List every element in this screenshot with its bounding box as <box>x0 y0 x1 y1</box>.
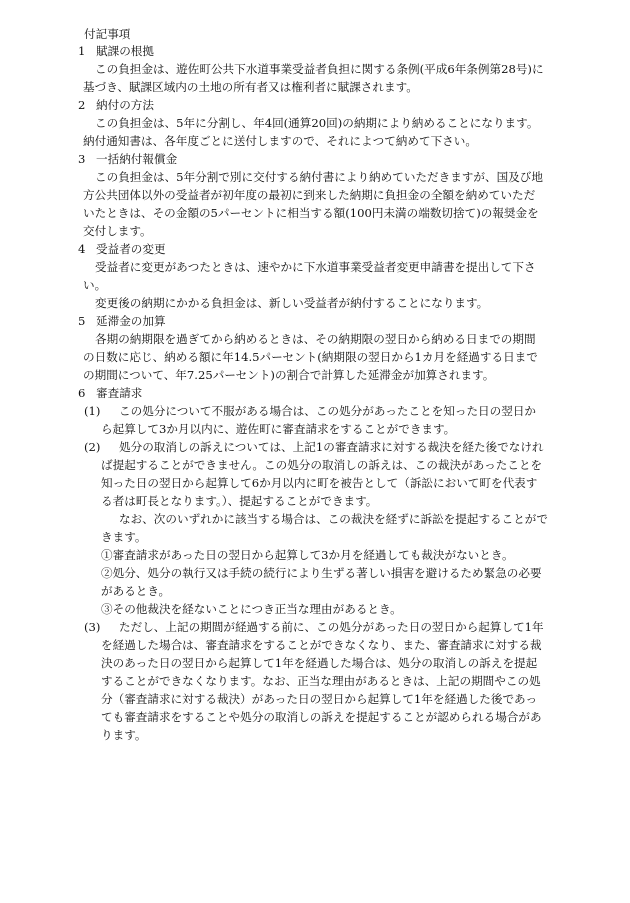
item-line: ら起算して3か月以内に、遊佐町に審査請求をすることができます。 <box>101 422 456 436</box>
item-line: 決のあった日の翌日から起算して1年を経過した場合は、処分の取消しの訴えを提起 <box>101 656 538 670</box>
paragraph-line: この負担金は、5年に分割し、年4回(通算20回)の納期により納めることになります。 <box>95 116 539 130</box>
item-line: る者は町長となります。）、提起することができます。 <box>101 494 378 508</box>
paragraph-line: 各期の納期限を過ぎてから納めるときは、その納期限の翌日から納める日までの期間 <box>95 332 536 346</box>
section-number: 5 <box>78 314 86 328</box>
item-line: ②処分、処分の執行又は手続の続行により生ずる著しい損害を避けるため緊急の必要 <box>101 566 542 580</box>
item-label: (3) <box>84 620 101 634</box>
item-line: があるとき。 <box>101 584 171 598</box>
section-number: 6 <box>78 386 86 400</box>
item-line: この処分について不服がある場合は、この処分があったことを知った日の翌日か <box>119 404 537 418</box>
paragraph-line: この負担金は、遊佐町公共下水道事業受益者負担に関する条例(平成6年条例第28号)に <box>95 62 544 76</box>
section-title: 一括納付報償金 <box>96 152 178 166</box>
item-label: (2) <box>84 440 101 454</box>
section-title: 審査請求 <box>96 386 143 400</box>
section-number: 2 <box>78 98 86 112</box>
paragraph-line: 基づき、賦課区域内の土地の所有者又は権利者に賦課されます。 <box>83 80 418 94</box>
paragraph-line: の日数に応じ、納める額に年14.5パーセント(納期限の翌日から1カ月を経過する日まで <box>83 350 538 364</box>
paragraph-line: の期間について、年7.25パーセント)の割合で計算した延滞金が加算されます。 <box>83 368 495 382</box>
paragraph-line: 方公共団体以外の受益者が初年度の最初に到来した納期に負担金の全額を納めていただ <box>83 188 536 202</box>
section-number: 1 <box>78 44 86 58</box>
item-line: 知った日の翌日から起算して6か月以内に町を被告として（訴訟において町を代表す <box>101 476 538 490</box>
section-number: 4 <box>78 242 86 256</box>
paragraph-line: 受益者に変更があつたときは、速やかに下水道事業受益者変更申請書を提出して下さ <box>95 260 536 274</box>
item-line: ③その他裁決を経ないことにつき正当な理由があるとき。 <box>101 602 402 616</box>
item-label: (1) <box>84 404 101 418</box>
item-line: を経過した場合は、審査請求をすることができなくなり、また、審査請求に対する裁 <box>101 638 542 652</box>
item-line: きます。 <box>101 530 147 544</box>
section-number: 3 <box>78 152 86 166</box>
page-heading: 付記事項 <box>84 27 131 41</box>
paragraph-line: い。 <box>83 278 107 292</box>
section-title: 賦課の根拠 <box>96 44 154 58</box>
item-line: ①審査請求があった日の翌日から起算して3か月を経過しても裁決がないとき。 <box>101 548 514 562</box>
item-line: することができなくなります。なお、正当な理由があるときは、上記の期間やこの処 <box>101 674 541 688</box>
paragraph-line: この負担金は、5年分割で別に交付する納付書により納めていただきますが、国及び地 <box>95 170 543 184</box>
item-line: 分（審査請求に対する裁決）があった日の翌日から起算して1年を経過した後であっ <box>101 692 538 706</box>
paragraph-line: 納付通知書は、各年度ごとに送付しますので、それによつて納めて下さい。 <box>83 134 477 148</box>
item-line: なお、次のいずれかに該当する場合は、この裁決を経ずに訴訟を提起することがで <box>119 512 548 526</box>
paragraph-line: いたときは、その金額の5パーセントに相当する額(100円未満の端数切捨て)の報奨金を <box>83 206 539 220</box>
paragraph-line: 変更後の納期にかかる負担金は、新しい受益者が納付することになります。 <box>95 296 489 310</box>
item-line: ただし、上記の期間が経過する前に、この処分があった日の翌日から起算して1年 <box>119 620 544 634</box>
item-line: ば提起することができません。この処分の取消しの訴えは、この裁決があったことを <box>101 458 543 472</box>
section-title: 受益者の変更 <box>96 242 166 256</box>
item-line: 処分の取消しの訴えについては、上記1の審査請求に対する裁決を経た後でなけれ <box>119 440 544 454</box>
paragraph-line: 交付します。 <box>83 224 152 238</box>
item-line: ります。 <box>101 728 147 742</box>
item-line: ても審査請求をすることや処分の取消しの訴えを提起することが認められる場合があ <box>101 710 542 724</box>
section-title: 延滞金の加算 <box>96 314 166 328</box>
section-title: 納付の方法 <box>96 98 154 112</box>
